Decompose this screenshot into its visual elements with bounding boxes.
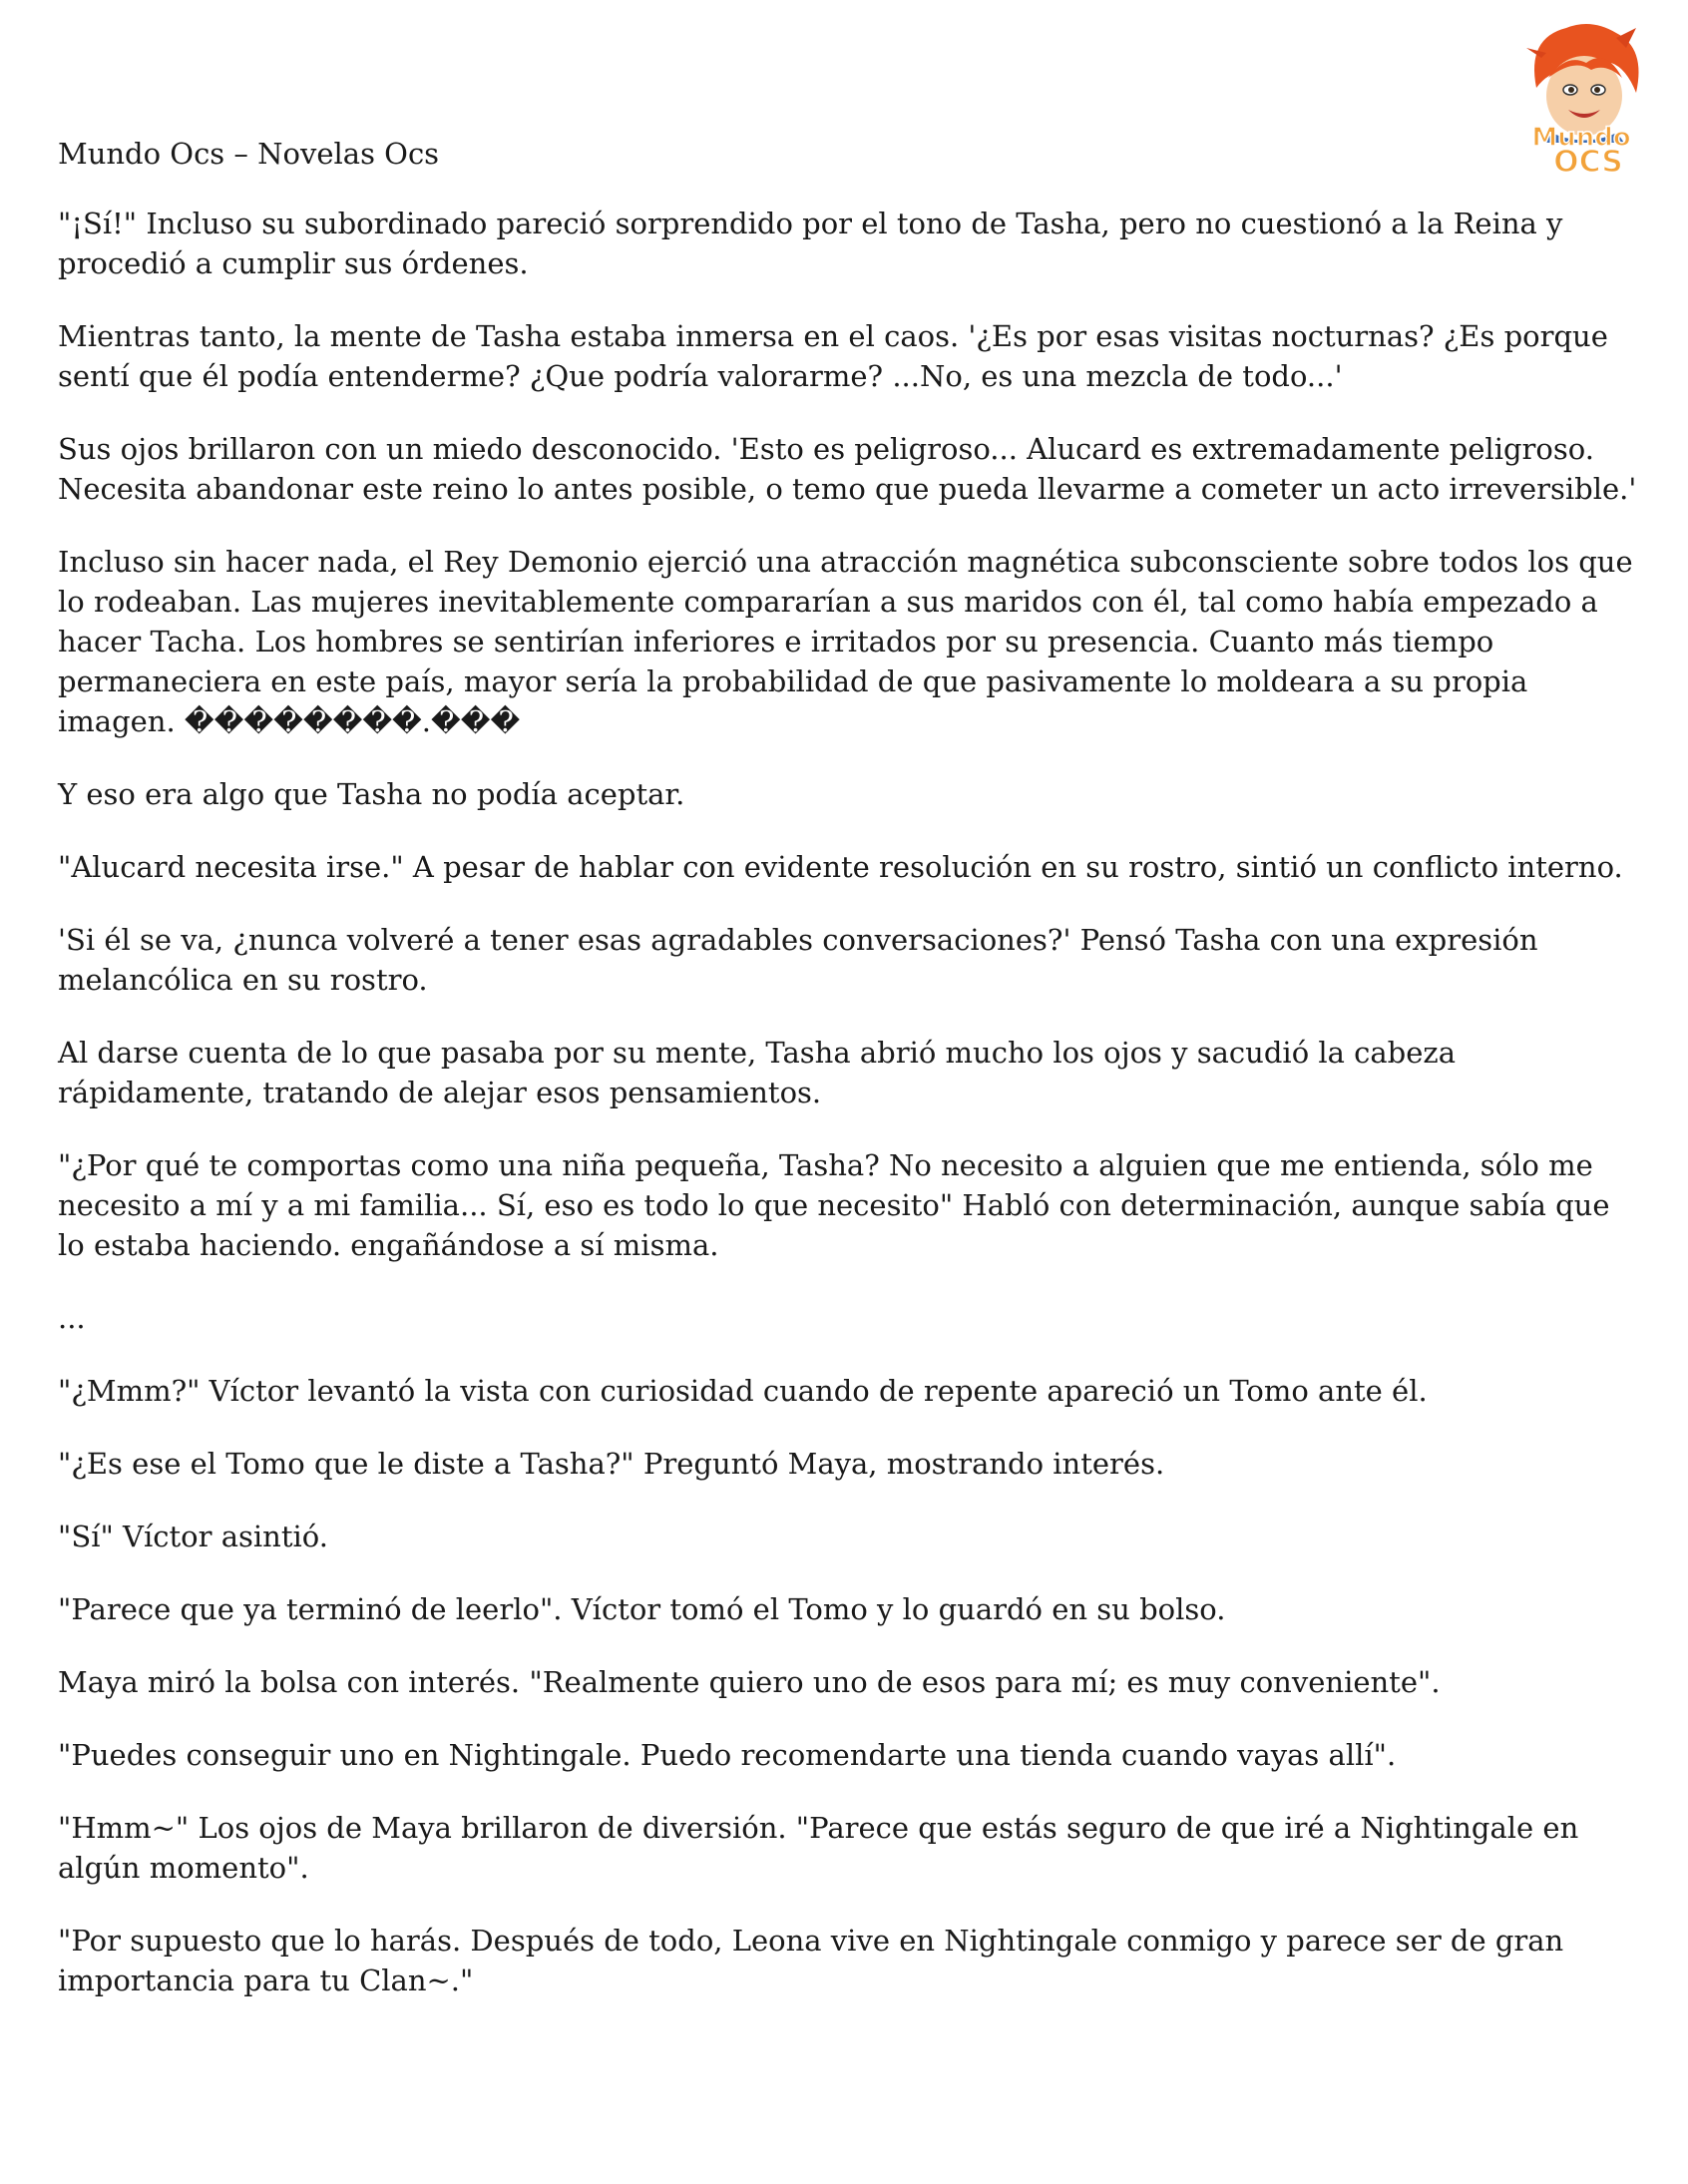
- paragraph: "¡Sí!" Incluso su subordinado pareció sorprendido por el tono de Tasha, pero no cuestionó a la Reina y procedió a cumplir sus órdenes.: [58, 207, 1563, 280]
- document-header: Mundo Ocs – Novelas Ocs: [58, 137, 440, 171]
- paragraph: 'Si él se va, ¿nunca volveré a tener esas agradables conversaciones?' Pensó Tasha con una expresión melancólica en su rostro.: [58, 923, 1538, 997]
- paragraph: Incluso sin hacer nada, el Rey Demonio ejerció una atracción magnética subconsciente sobre todos los que lo rodeaban. Las mujeres inevitablemente compararían a sus maridos con él, tal como había empezado a hacer Tacha. Los hombres se sentirían inferiores e irritados por su presencia. Cuanto más tiempo permaneciera en este país, mayor sería la probabilidad de que pasivamente lo moldeara a su propia imagen. ��������.���: [58, 545, 1633, 738]
- paragraph: Maya miró la bolsa con interés. "Realmente quiero uno de esos para mí; es muy conveniente".: [58, 1665, 1441, 1699]
- document-body: [58, 204, 1644, 2033]
- paragraph: "Hmm~" Los ojos de Maya brillaron de diversión. "Parece que estás seguro de que iré a Nightingale en algún momento".: [58, 1811, 1579, 1885]
- paragraph: "Por supuesto que lo harás. Después de todo, Leona vive en Nightingale conmigo y parece ser de gran importancia para tu Clan~.": [58, 1924, 1564, 1997]
- mundo-ocs-logo: [1496, 18, 1666, 178]
- logo-graphic: [1496, 18, 1666, 178]
- paragraph: Y eso era algo que Tasha no podía aceptar.: [58, 777, 685, 811]
- logo-text-line1: Mundo: [1531, 123, 1631, 153]
- paragraph: "¿Por qué te comportas como una niña pequeña, Tasha? No necesito a alguien que me entienda, sólo me necesito a mí y a mi familia... Sí, eso es todo lo que necesito" Habló con determinación, aunque sabía que lo estaba haciendo. engañándose a sí misma.: [58, 1148, 1610, 1262]
- paragraph: Al darse cuenta de lo que pasaba por su mente, Tasha abrió mucho los ojos y sacudió la cabeza rápidamente, tratando de alejar esos pensamientos.: [58, 1036, 1456, 1109]
- paragraph: Sus ojos brillaron con un miedo desconocido. 'Esto es peligroso... Alucard es extremadamente peligroso. Necesita abandonar este reino lo antes posible, o temo que pueda llevarme a cometer un acto irreversible.': [58, 432, 1637, 506]
- paragraph: "Parece que ya terminó de leerlo". Víctor tomó el Tomo y lo guardó en su bolso.: [58, 1592, 1226, 1626]
- paragraph: "Puedes conseguir uno en Nightingale. Puedo recomendarte una tienda cuando vayas allí".: [58, 1738, 1397, 1772]
- logo-text-line2: OCS: [1553, 145, 1623, 178]
- paragraph: "¿Mmm?" Víctor levantó la vista con curiosidad cuando de repente apareció un Tomo ante él.: [58, 1374, 1428, 1408]
- paragraph: "Sí" Víctor asintió.: [58, 1520, 328, 1553]
- paragraph: "Alucard necesita irse." A pesar de hablar con evidente resolución en su rostro, sintió un conflicto interno.: [58, 850, 1623, 884]
- paragraph: Mientras tanto, la mente de Tasha estaba inmersa en el caos. '¿Es por esas visitas nocturnas? ¿Es porque sentí que él podía entenderme? ¿Que podría valorarme? ...No, es una mezcla de todo...': [58, 319, 1608, 393]
- section-break: ...: [58, 1301, 86, 1335]
- paragraph: "¿Es ese el Tomo que le diste a Tasha?" Preguntó Maya, mostrando interés.: [58, 1447, 1165, 1481]
